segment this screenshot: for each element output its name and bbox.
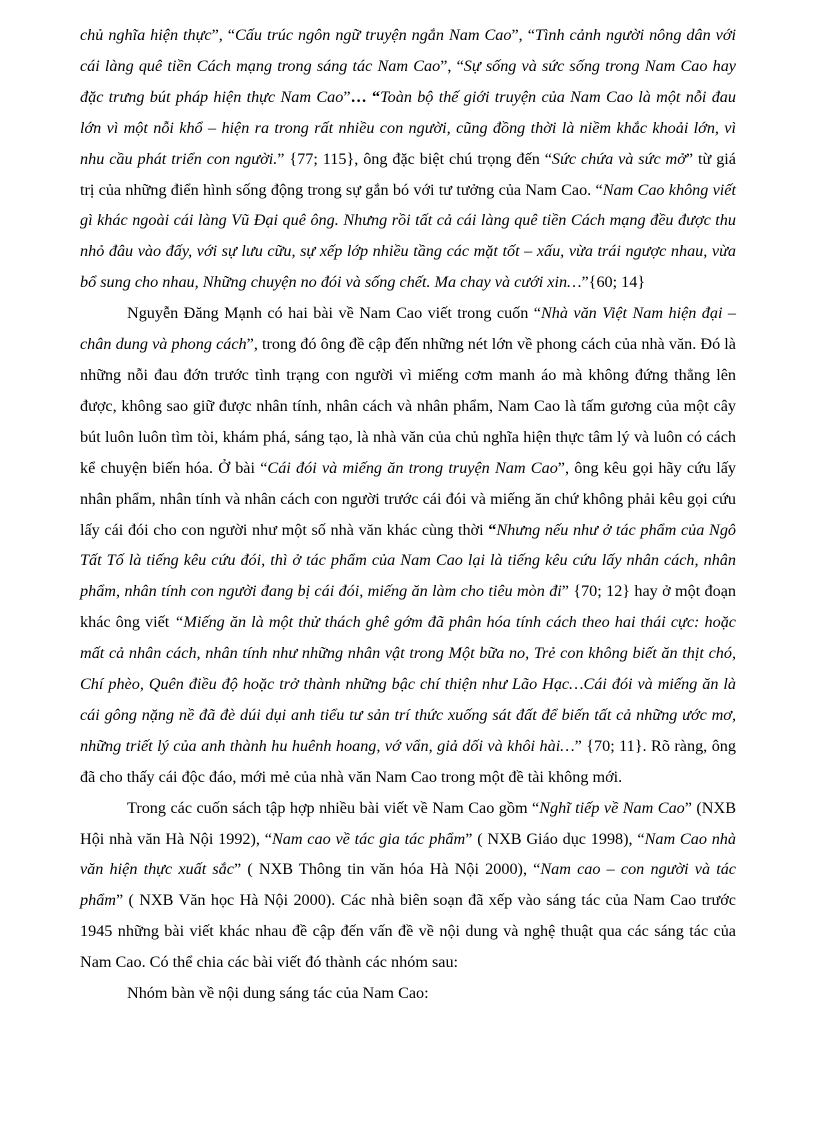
italic-text-run: Sự sống và sức sống trong Nam Cao hay đặc trưng bút pháp hiện thực Nam Cao bbox=[80, 56, 736, 106]
text-run: ” ( NXB Giáo dục 1998), “ bbox=[465, 829, 645, 848]
body-paragraph bbox=[80, 20, 736, 298]
italic-text-run: Nam cao – con người và tác phẩm bbox=[80, 860, 736, 910]
text-run: ”, “ bbox=[511, 26, 535, 44]
text-run: ” {70; 11}. Rõ ràng, ông đã cho thấy cái độc đáo, mới mẻ của nhà văn Nam Cao trong một đề tài không mới. bbox=[80, 736, 736, 786]
italic-text-run: “Miếng ăn là một thử thách ghê gớm đã phân hóa tính cách theo hai thái cực: hoặc mất cả nhân cách, nhân tính như những nhân vật trong Một bữa no, Trẻ con không biết ăn thịt chó, Chí phèo, Quên điều độ hoặc trở thành những bậc chí thiện như Lão Hạc…Cái đói và miếng ăn là cái gông nặng nề đã đè dúi dụi anh tiểu tư sản trí thức xuống sát đất để biến tất cả những ước mơ, những triết lý của anh thành hu huênh hoang, vớ vẩn, giả dối và khôi hài… bbox=[80, 613, 736, 755]
italic-text-run: Nam Cao không viết gì khác ngoài cái làng Vũ Đại quê ông. Nhưng rồi tất cả cái làng quê tiền Cách mạng đều được thu nhỏ đâu vào đấy, với sự lưu cữu, sự xếp lớp nhiều tầng các mặt tốt – xấu, vừa trái ngược nhau, vừa bổ sung cho nhau, Những chuyện no đói và sống chết. Ma chay và cưới xin… bbox=[80, 180, 736, 292]
italic-text-run: Cấu trúc ngôn ngữ truyện ngắn Nam Cao bbox=[235, 26, 512, 44]
body-paragraph bbox=[80, 793, 736, 978]
italic-text-run: Nhà văn Việt Nam hiện đại – chân dung và phong cách bbox=[80, 304, 736, 354]
text-run: ”, trong đó ông đề cập đến những nét lớn về phong cách của nhà văn. Đó là những nỗi đau đớn trước tình trạng con người vì miếng cơm manh áo mà không đứng thẳng lên được, không sao giữ được nhân tính, nhân cách và nhân phẩm, Nam Cao là tấm gương của một cây bút luôn luôn tìm tòi, khám phá, sáng tạo, là nhà văn của chủ nghĩa hiện thực tâm lý và luôn có cách kể chuyện biến hóa. Ở bài “ bbox=[80, 335, 736, 477]
italic-text-run: Nam cao về tác gia tác phẩm bbox=[271, 829, 466, 848]
body-paragraph bbox=[80, 978, 736, 1009]
bold-text-run: “ bbox=[488, 520, 497, 539]
bold-text-run: … “ bbox=[350, 87, 381, 106]
text-run: ” ( NXB Thông tin văn hóa Hà Nội 2000), “ bbox=[233, 860, 541, 879]
italic-text-run: Tình cảnh người nông dân với cái làng quê tiền Cách mạng trong sáng tác Nam Cao bbox=[80, 26, 736, 75]
text-run: ” từ giá trị của những điển hình sống động trong sự gắn bó với tư tưởng của Nam Cao. “ bbox=[80, 149, 736, 199]
italic-text-run: Toàn bộ thế giới truyện của Nam Cao là một nỗi đau lớn vì một nỗi khổ – hiện ra trong rất nhiều con người, cũng đồng thời là niềm khắc khoải lớn, vì nhu cầu phát triển con người. bbox=[80, 87, 736, 168]
text-run: ” bbox=[343, 87, 351, 106]
document-page bbox=[80, 20, 736, 1009]
text-run: ” {70; 12} hay ở một đoạn khác ông viết bbox=[80, 582, 737, 632]
text-run: ” ( NXB Văn học Hà Nội 2000). Các nhà biên soạn đã xếp vào sáng tác của Nam Cao trước 1945 những bài viết khác nhau đề cập đến vấn đề về nội dung và nghệ thuật qua các sáng tác của Nam Cao. Có thể chia các bài viết đó thành các nhóm sau: bbox=[80, 891, 736, 972]
italic-text-run: Sức chứa và sức mở bbox=[551, 149, 686, 168]
body-paragraph bbox=[80, 298, 736, 793]
text-run: ” (NXB Hội nhà văn Hà Nội 1992), “ bbox=[80, 798, 736, 848]
text-run: ”{60; 14} bbox=[581, 273, 646, 292]
italic-text-run: chủ nghĩa hiện thực bbox=[80, 26, 212, 44]
italic-text-run: Nhưng nếu như ở tác phẩm của Ngô Tất Tố là tiếng kêu cứu đói, thì ở tác phẩm của Nam Cao lại là tiếng kêu cứu lấy nhân cách, nhân phẩm, nhân tính con người đang bị cái đói, miếng ăn làm cho tiêu mòn đi bbox=[80, 520, 737, 601]
italic-text-run: Cái đói và miếng ăn trong truyện Nam Cao bbox=[267, 458, 558, 477]
text-run: Nhóm bàn về nội dung sáng tác của Nam Cao: bbox=[127, 984, 429, 1003]
text-run: Nguyễn Đăng Mạnh có hai bài về Nam Cao viết trong cuốn “ bbox=[127, 304, 541, 323]
italic-text-run: Nam Cao nhà văn hiện thực xuất sắc bbox=[80, 829, 736, 879]
italic-text-run: Nghĩ tiếp về Nam Cao bbox=[539, 798, 685, 817]
text-run: ”, ông kêu gọi hãy cứu lấy nhân phẩm, nhân tính và nhân cách con người trước cái đói và miếng ăn chứ không phải kêu gọi cứu lấy cái đói cho con người như một số nhà văn khác cùng thời bbox=[80, 458, 736, 539]
text-run: ”, “ bbox=[440, 56, 464, 75]
text-run: ”, “ bbox=[211, 26, 235, 44]
text-run: ” {77; 115}, ông đặc biệt chú trọng đến “ bbox=[277, 149, 552, 168]
text-run: Trong các cuốn sách tập hợp nhiều bài viết về Nam Cao gồm “ bbox=[127, 798, 540, 817]
